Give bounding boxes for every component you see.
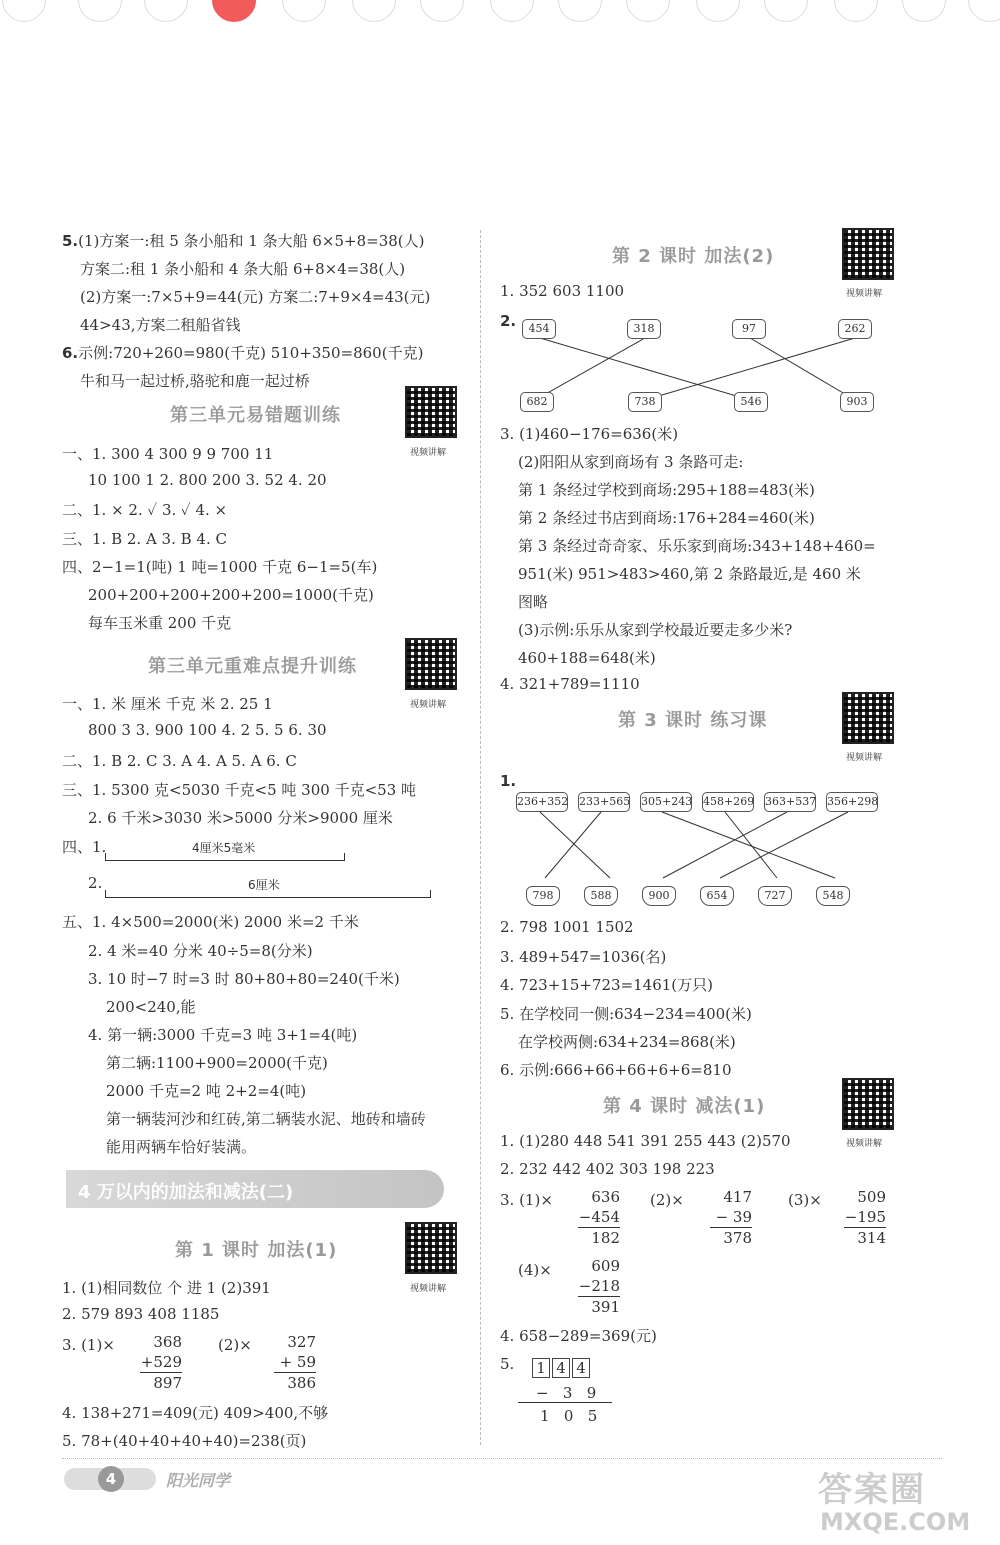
vertical-calc-l1b xyxy=(274,1332,316,1393)
qr-code-icon[interactable] xyxy=(405,638,457,690)
calc-operand: 368 xyxy=(153,1333,182,1351)
answer-line: 第二辆:1100+900=2000(千克) xyxy=(106,1054,328,1072)
digit-box[interactable]: 4 xyxy=(572,1358,590,1378)
basket-result[interactable]: 654 xyxy=(700,886,734,906)
answer-line: 三、1. 5300 克<5030 千克<5 吨 300 千克<53 吨 xyxy=(62,781,417,799)
answer-line: 2. 4 米=40 分米 40÷5=8(分米) xyxy=(88,942,313,960)
lesson-3-title: 第 3 课时 练习课 xyxy=(618,710,768,731)
calc-result: 182 xyxy=(591,1229,620,1247)
segment-2-label: 6厘米 xyxy=(248,878,280,892)
answer-line: 每车玉米重 200 千克 xyxy=(88,614,232,632)
q5-subtrahend: − 3 9 xyxy=(518,1384,612,1403)
answer-line: 五、1. 4×500=2000(米) 2000 米=2 千米 xyxy=(62,913,359,931)
match-box-bottom[interactable]: 738 xyxy=(628,392,662,412)
answer-line: 二、1. B 2. C 3. A 4. A 5. A 6. C xyxy=(62,752,297,770)
answer-line: 第 3 条经过奇奇家、乐乐家到商场:343+148+460= xyxy=(518,537,876,555)
calc-operand: 636 xyxy=(591,1188,620,1206)
answer-line: 951(米) 951>483>460,第 2 条路最近,是 460 米 xyxy=(518,565,861,583)
q5-result: 1 0 5 xyxy=(540,1407,598,1425)
answer-line: 200<240,能 xyxy=(106,998,196,1016)
calc-result: 391 xyxy=(591,1298,620,1316)
answer-line: 1. (1)相同数位 个 进 1 (2)391 xyxy=(62,1279,271,1297)
calc-operand: 509 xyxy=(857,1188,886,1206)
basket-result[interactable]: 548 xyxy=(816,886,850,906)
qr-code-icon[interactable] xyxy=(842,228,894,280)
answer-line: 2. 232 442 402 303 198 223 xyxy=(500,1160,715,1178)
answer-line: 1. 352 603 1100 xyxy=(500,282,625,300)
top-decoration xyxy=(0,0,1000,30)
calc-result: 897 xyxy=(153,1374,182,1392)
answer-line: 3. (1)× xyxy=(62,1336,115,1354)
page-number-badge xyxy=(64,1468,156,1490)
vertical-calc-r4 xyxy=(578,1256,620,1317)
segment-1-label: 4厘米5毫米 xyxy=(192,841,256,855)
brand-logo: 阳光同学 xyxy=(166,1471,231,1490)
qr-code-icon[interactable] xyxy=(405,386,457,438)
match-box-top[interactable]: 262 xyxy=(838,319,872,339)
answer-line: 第 2 条经过书店到商场:176+284=460(米) xyxy=(518,509,815,527)
qr-label: 视频讲解 xyxy=(846,1139,883,1149)
answer-line: 四、2−1=1(吨) 1 吨=1000 千克 6−1=5(车) xyxy=(62,558,378,576)
answer-line: (3)示例:乐乐从家到学校最近要走多少米? xyxy=(518,621,793,639)
answer-line: 2. 579 893 408 1185 xyxy=(62,1305,220,1323)
matching-lines-1 xyxy=(520,320,880,410)
question-number: 2. xyxy=(500,312,517,330)
calc-operand: 327 xyxy=(287,1333,316,1351)
qr-label: 视频讲解 xyxy=(410,1284,447,1294)
match-box-top[interactable]: 97 xyxy=(732,319,766,339)
answer-line: 牛和马一起过桥,骆驼和鹿一起过桥 xyxy=(80,372,310,390)
answer-line: 5. xyxy=(500,1355,515,1373)
vertical-calc-r1 xyxy=(578,1187,620,1248)
basket-result[interactable]: 900 xyxy=(642,886,676,906)
answer-line: 1. (1)280 448 541 391 255 443 (2)570 xyxy=(500,1132,791,1150)
qr-label: 视频讲解 xyxy=(410,700,447,710)
lesson-2-title: 第 2 课时 加法(2) xyxy=(612,246,775,267)
unit-banner-text: 4 万以内的加法和减法(二) xyxy=(78,1182,294,1203)
calc-operand: − 39 xyxy=(710,1207,752,1228)
answer-line: (4)× xyxy=(518,1261,552,1279)
answer-line: 4. 658−289=369(元) xyxy=(500,1327,657,1345)
answer-line: 3. (1)× xyxy=(500,1191,553,1209)
watermark-site: MXQE.COM xyxy=(820,1508,971,1536)
answer-line: 44>43,方案二租船省钱 xyxy=(80,316,241,334)
vertical-calc-r3 xyxy=(844,1187,886,1248)
answer-line: 5. 在学校同一侧:634−234=400(米) xyxy=(500,1005,752,1023)
answer-line: 能用两辆车恰好装满。 xyxy=(106,1138,257,1156)
match-box-bottom[interactable]: 546 xyxy=(734,392,768,412)
answer-line: 2. 6 千米>3030 米>5000 分米>9000 厘米 xyxy=(88,809,393,827)
qr-label: 视频讲解 xyxy=(846,753,883,763)
calc-operand: +529 xyxy=(140,1353,182,1371)
qr-code-icon[interactable] xyxy=(842,692,894,744)
expression-box[interactable]: 458+269 xyxy=(702,792,754,812)
answer-line: 4. 321+789=1110 xyxy=(500,675,640,693)
calc-operand: −454 xyxy=(578,1208,620,1226)
answer-line: 5. 78+(40+40+40+40)=238(页) xyxy=(62,1432,307,1450)
answer-line: 三、1. B 2. A 3. B 4. C xyxy=(62,530,227,548)
answer-line: (2)× xyxy=(650,1191,684,1209)
answer-line: (2)阳阳从家到商场有 3 条路可走: xyxy=(518,453,744,471)
question-number: 1. xyxy=(500,772,517,790)
lesson-1-title: 第 1 课时 加法(1) xyxy=(175,1240,338,1261)
qr-code-icon[interactable] xyxy=(405,1222,457,1274)
answer-line: 方案二:租 1 条小船和 4 条大船 6+8×4=38(人) xyxy=(80,260,406,278)
answer-line: 460+188=648(米) xyxy=(518,649,656,667)
expression-box[interactable]: 305+243 xyxy=(640,792,692,812)
basket-result[interactable]: 798 xyxy=(526,886,560,906)
digit-box[interactable]: 1 xyxy=(532,1358,550,1378)
watermark-logo: 答案圈 xyxy=(818,1470,926,1510)
match-box-bottom[interactable]: 903 xyxy=(840,392,874,412)
vertical-calc-r2 xyxy=(710,1187,752,1248)
answer-line: 2. 798 1001 1502 xyxy=(500,918,634,936)
match-box-top[interactable]: 454 xyxy=(522,319,556,339)
answer-text: 示例:720+260=980(千克) 510+350=860(千克) xyxy=(78,344,424,362)
answer-line: 图略 xyxy=(518,593,549,611)
answer-line: 4. 723+15+723=1461(万只) xyxy=(500,976,714,994)
answer-line: 二、1. × 2. ✓ 3. ✓ 4. × xyxy=(62,501,228,519)
answer-line: 4. 138+271=409(元) 409>400,不够 xyxy=(62,1404,329,1422)
question-number: 5. xyxy=(62,232,79,250)
answer-line: 3. (1)460−176=636(米) xyxy=(500,425,679,443)
answer-line: 10 100 1 2. 800 200 3. 52 4. 20 xyxy=(88,471,327,489)
answer-text: (1)方案一:租 5 条小船和 1 条大船 6×5+8=38(人) xyxy=(78,232,425,250)
answer-line: 3. 10 时−7 时=3 时 80+80+80=240(千米) xyxy=(88,970,400,988)
answer-line: 第 1 条经过学校到商场:295+188=483(米) xyxy=(518,481,815,499)
calc-operand: 417 xyxy=(723,1188,752,1206)
q5-puzzle xyxy=(518,1358,618,1425)
footer-rule xyxy=(62,1458,942,1459)
answer-line: 第一辆装河沙和红砖,第二辆装水泥、地砖和墙砖 xyxy=(106,1110,426,1128)
answer-line: 一、1. 米 厘米 千克 米 2. 25 1 xyxy=(62,695,273,713)
answer-line xyxy=(62,230,425,251)
answer-line: 6. 示例:666+66+66+6+6=810 xyxy=(500,1061,732,1079)
calc-operand: + 59 xyxy=(274,1352,316,1373)
expression-box[interactable]: 356+298 xyxy=(826,792,878,812)
column-divider xyxy=(480,230,481,1445)
answer-line: 200+200+200+200+200=1000(千克) xyxy=(88,586,374,604)
digit-box[interactable]: 4 xyxy=(552,1358,570,1378)
vertical-calc-l1a xyxy=(140,1332,182,1393)
answer-line: 在学校两侧:634+234=868(米) xyxy=(518,1033,736,1051)
basket-result[interactable]: 727 xyxy=(758,886,792,906)
answer-line: (2)方案一:7×5+9=44(元) 方案二:7+9×4=43(元) xyxy=(80,288,431,306)
calc-operand: −218 xyxy=(578,1277,620,1295)
section-title-mistakes: 第三单元易错题训练 xyxy=(170,405,341,426)
answer-line: 2000 千克=2 吨 2+2=4(吨) xyxy=(106,1082,307,1100)
matching-lines-2 xyxy=(515,800,865,890)
answer-line: 3. 489+547=1036(名) xyxy=(500,948,667,966)
calc-result: 386 xyxy=(287,1374,316,1392)
qr-label: 视频讲解 xyxy=(846,289,883,299)
calc-result: 314 xyxy=(857,1229,886,1247)
page-number: 4 xyxy=(98,1466,124,1492)
calc-operand: −195 xyxy=(844,1208,886,1226)
q5-top-digits xyxy=(518,1358,618,1378)
expression-box[interactable]: 233+565 xyxy=(578,792,630,812)
answer-line: 4. 第一辆:3000 千克=3 吨 3+1=4(吨) xyxy=(88,1026,358,1044)
calc-result: 378 xyxy=(723,1229,752,1247)
answer-line: (3)× xyxy=(788,1191,822,1209)
qr-code-icon[interactable] xyxy=(842,1078,894,1130)
match-box-bottom[interactable]: 682 xyxy=(520,392,554,412)
expression-box[interactable]: 363+537 xyxy=(764,792,816,812)
qr-label: 视频讲解 xyxy=(410,448,447,458)
match-box-top[interactable]: 318 xyxy=(627,319,661,339)
section-title-improvement: 第三单元重难点提升训练 xyxy=(148,656,357,677)
answer-line: 2. xyxy=(88,874,103,892)
expression-box[interactable]: 236+352 xyxy=(516,792,568,812)
question-number: 6. xyxy=(62,344,79,362)
basket-result[interactable]: 588 xyxy=(584,886,618,906)
calc-operand: 609 xyxy=(591,1257,620,1275)
answer-line: 一、1. 300 4 300 9 9 700 11 xyxy=(62,445,274,463)
answer-line: (2)× xyxy=(218,1336,252,1354)
lesson-4-title: 第 4 课时 减法(1) xyxy=(603,1096,766,1117)
answer-line: 四、1. xyxy=(62,838,107,856)
answer-line xyxy=(62,342,423,363)
answer-line: 800 3 3. 900 100 4. 2 5. 5 6. 30 xyxy=(88,721,327,739)
